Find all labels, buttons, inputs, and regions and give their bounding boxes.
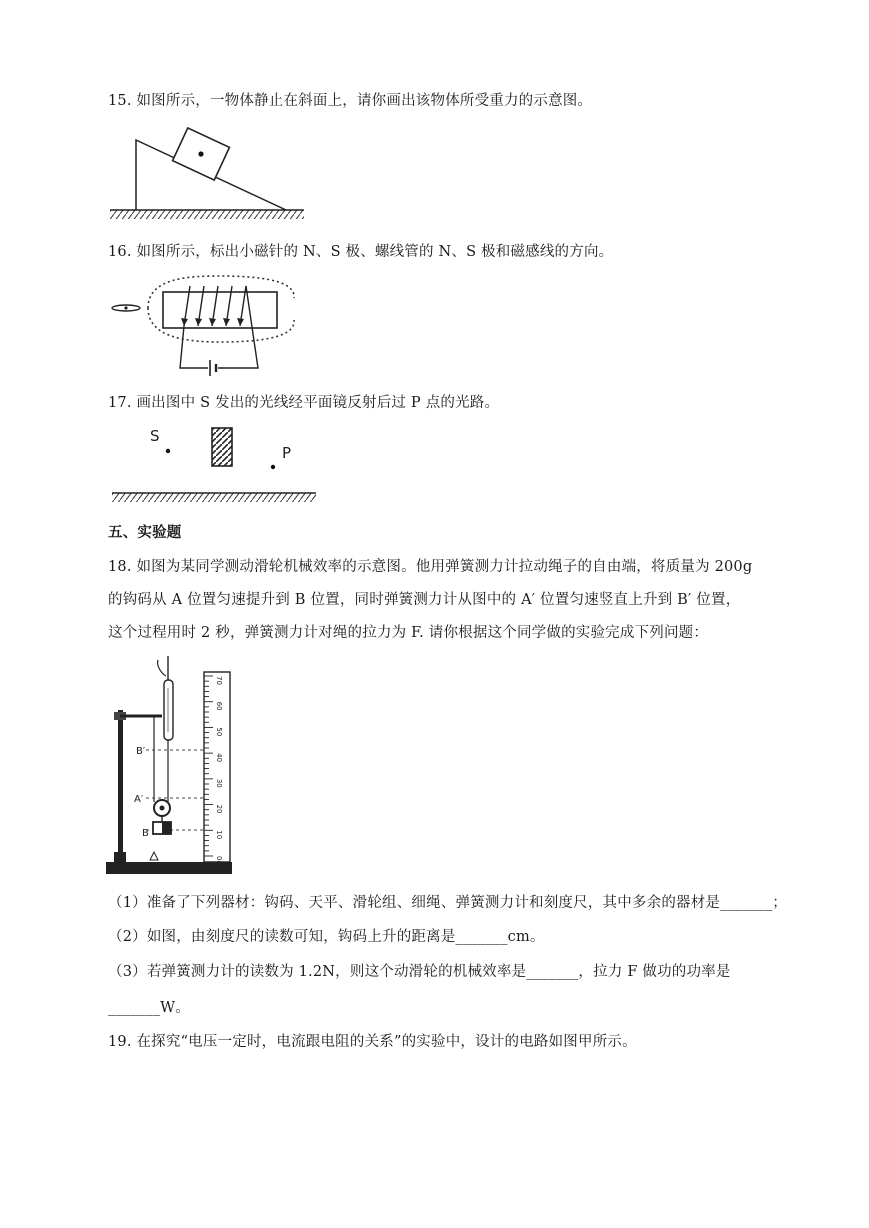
q18-sub3: （3）若弹簧测力计的读数为 1.2N，则这个动滑轮的机械效率是_______，拉力 F 做功的功率是 xyxy=(108,964,731,980)
ruler-label: 50 xyxy=(215,727,223,737)
q18-sub2: （2）如图，由刻度尺的读数可知，钩码上升的距离是_______cm。 xyxy=(108,929,545,945)
q17-mirror xyxy=(212,428,232,466)
q18-line3: 这个过程用时 2 秒，弹簧测力计对绳的拉力为 F. 请你根据这个同学做的实验完成下列问题： xyxy=(108,625,709,641)
q15-incline-figure xyxy=(108,118,308,230)
q17-text: 17. 画出图中 S 发出的光线经平面镜反射后过 P 点的光路。 xyxy=(108,395,500,411)
fig-label-a-prime: A′ xyxy=(134,794,144,805)
q16-solenoid-figure xyxy=(108,268,300,386)
q18-pulley-figure xyxy=(106,652,234,882)
fig-label-b-prime: B′ xyxy=(136,746,146,757)
q17-mirror-figure xyxy=(108,420,320,516)
ruler-label: 10 xyxy=(215,830,223,840)
ruler-label: 60 xyxy=(215,701,223,711)
q17-point-p xyxy=(271,465,275,469)
q15-text: 15. 如图所示，一物体静止在斜面上，请你画出该物体所受重力的示意图。 xyxy=(108,93,593,109)
q18-sub1: （1）准备了下列器材：钩码、天平、滑轮组、细绳、弹簧测力计和刻度尺，其中多余的器材是_______； xyxy=(108,895,787,911)
ruler-label: 20 xyxy=(215,804,223,814)
ruler-label: 30 xyxy=(215,778,223,788)
ruler-label: 40 xyxy=(215,753,223,763)
fig-label-b: B xyxy=(142,828,149,839)
q19-text: 19. 在探究“电压一定时，电流跟电阻的关系”的实验中，设计的电路如图甲所示。 xyxy=(108,1034,637,1050)
q17-label-s: S xyxy=(150,427,160,445)
q18-line1: 18. 如图为某同学测动滑轮机械效率的示意图。他用弹簧测力计拉动绳子的自由端，将质量为 200g xyxy=(108,559,753,575)
ruler-label: 70 xyxy=(215,676,223,685)
q17-point-s xyxy=(166,449,170,453)
q16-text: 16. 如图所示，标出小磁针的 N、S 极、螺线管的 N、S 极和磁感线的方向。 xyxy=(108,244,614,260)
q18-sub3-cont: _______W。 xyxy=(108,1000,190,1016)
ruler-label: 0cm xyxy=(215,856,223,872)
q17-label-p: P xyxy=(282,444,292,462)
q18-line2: 的钩码从 A 位置匀速提升到 B 位置，同时弹簧测力计从图中的 A′ 位置匀速竖直上升到 B′ 位置， xyxy=(108,592,741,608)
section-heading: 五、实验题 xyxy=(108,525,182,541)
